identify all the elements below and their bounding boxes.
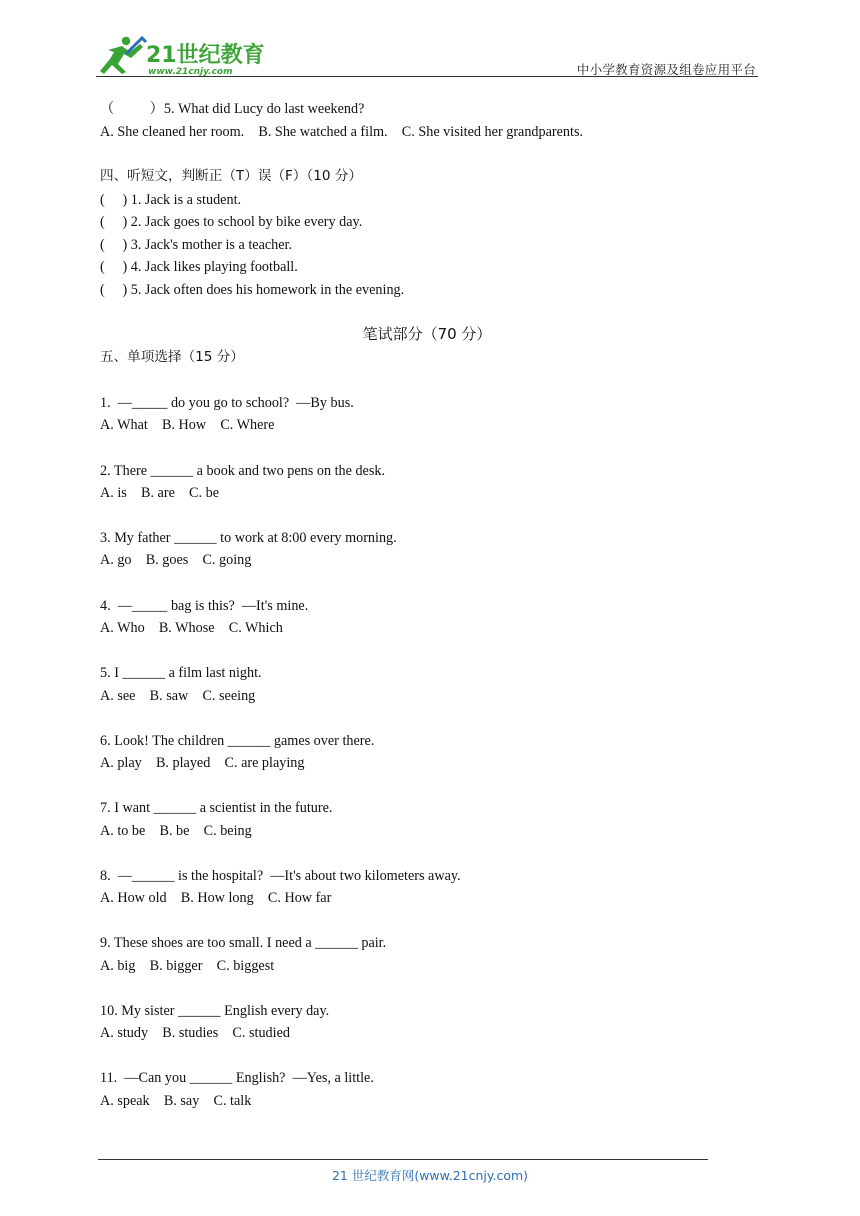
question-stem: 10. My sister ______ English every day.	[100, 1003, 330, 1019]
question-stem: 7. I want ______ a scientist in the future.	[100, 800, 333, 816]
question-options: A. see B. saw C. seeing	[100, 688, 256, 704]
question-options: A. big B. bigger C. biggest	[100, 958, 275, 974]
question-options: A. is B. are C. be	[100, 485, 220, 501]
question-options: A. Who B. Whose C. Which	[100, 620, 283, 636]
question-stem: 5. I ______ a film last night.	[100, 665, 262, 681]
question-stem: 2. There ______ a book and two pens on the desk.	[100, 463, 386, 479]
question-stem: 8. —______ is the hospital? —It's about two kilometers away.	[100, 868, 461, 884]
written-part-title: 笔试部分（70 分）	[362, 325, 492, 343]
judge-item: ( ) 3. Jack's mother is a teacher.	[100, 237, 293, 253]
question-stem: 4. —_____ bag is this? —It's mine.	[100, 598, 309, 614]
logo-21cnjy[interactable]	[96, 34, 286, 78]
question-options: A. study B. studies C. studied	[100, 1025, 290, 1041]
logo-url: www.21cnjy.com	[148, 67, 233, 77]
header-divider	[96, 76, 758, 77]
judge-item: ( ) 4. Jack likes playing football.	[100, 259, 298, 275]
question-options: A. to be B. be C. being	[100, 823, 252, 839]
question-options: A. She cleaned her room. B. She watched a film. C. She visited her grandparents.	[100, 124, 584, 140]
question-options: A. speak B. say C. talk	[100, 1093, 252, 1109]
question-stem: 9. These shoes are too small. I need a ______ pair.	[100, 935, 387, 951]
logo-text: 21世纪教育	[146, 43, 265, 68]
section-title: 四、听短文，判断正（T）误（F）（10 分）	[100, 168, 363, 184]
question-stem: 6. Look! The children ______ games over there.	[100, 733, 375, 749]
question-options: A. play B. played C. are playing	[100, 755, 305, 771]
question-options: A. How old B. How long C. How far	[100, 890, 332, 906]
question-stem: 3. My father ______ to work at 8:00 every morning.	[100, 530, 397, 546]
question-stem: 11. —Can you ______ English? —Yes, a little.	[100, 1070, 374, 1086]
platform-title: 中小学教育资源及组卷应用平台	[576, 62, 756, 77]
page-header	[96, 30, 758, 78]
question-stem: 1. —_____ do you go to school? —By bus.	[100, 395, 354, 411]
judge-item: ( ) 5. Jack often does his homework in the evening.	[100, 282, 405, 298]
question-stem: （ ）5. What did Lucy do last weekend?	[100, 101, 365, 117]
question-options: A. What B. How C. Where	[100, 417, 275, 433]
footer-link[interactable]: 21 世纪教育网(www.21cnjy.com)	[331, 1168, 529, 1183]
question-options: A. go B. goes C. going	[100, 552, 252, 568]
footer-divider	[98, 1159, 708, 1160]
judge-item: ( ) 1. Jack is a student.	[100, 192, 242, 208]
section-title: 五、单项选择（15 分）	[100, 349, 244, 365]
judge-item: ( ) 2. Jack goes to school by bike every day.	[100, 214, 363, 230]
